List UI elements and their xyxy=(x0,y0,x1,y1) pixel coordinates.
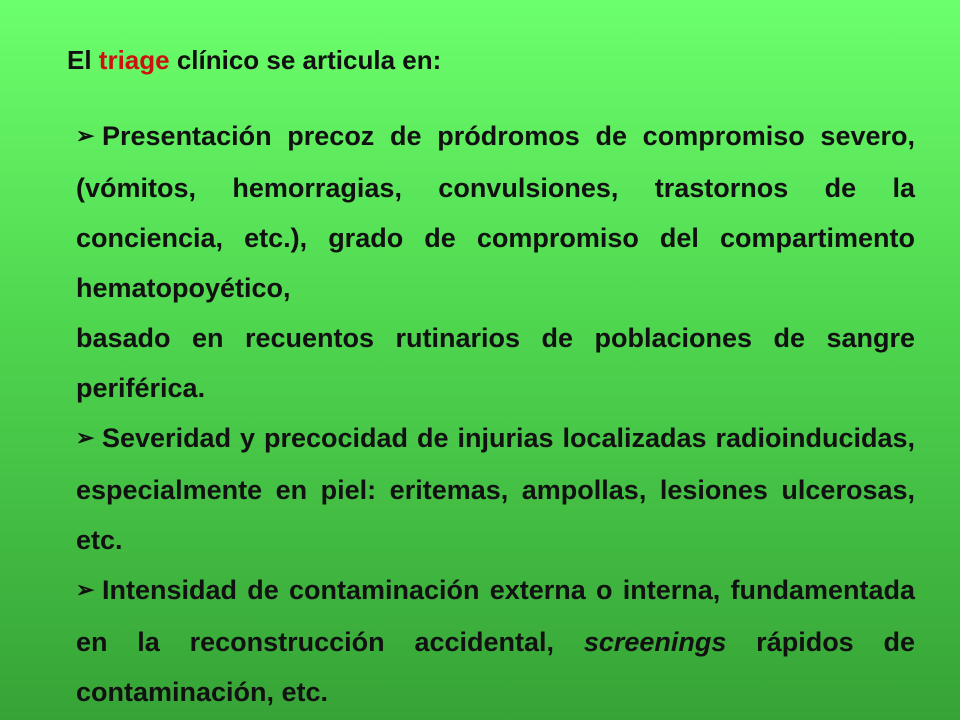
right-arrow-icon: ➢ xyxy=(76,123,95,148)
heading-suffix: clínico se articula en: xyxy=(169,45,442,75)
bullet-item-2 xyxy=(76,413,915,565)
bullet-item-3 xyxy=(76,565,915,717)
heading-prefix: El xyxy=(67,45,99,75)
bullet-item-3-italic-term: screenings xyxy=(583,627,727,657)
heading-accent-term: triage xyxy=(98,45,170,75)
bullet-item-1 xyxy=(76,111,915,313)
right-arrow-icon: ➢ xyxy=(76,577,95,602)
bullet-item-1-continuation xyxy=(76,313,915,413)
slide-heading xyxy=(67,42,441,78)
bullet-item-3-tail: rápidos de contaminación, etc. xyxy=(76,627,915,707)
right-arrow-icon: ➢ xyxy=(76,425,95,450)
bullet-list xyxy=(76,111,915,717)
bullet-item-1-text: Presentación precoz de pródromos de compromiso severo, (vómitos, hemorragias, convulsiones, trastornos de la conciencia, etc.), grado de compromiso del compartimento hematopoyético, xyxy=(76,121,915,303)
bullet-item-3-lead: Intensidad de contaminación externa o interna, fundamentada en la reconstrucción accidental, xyxy=(76,575,915,657)
bullet-item-1-continuation-text: basado en recuentos rutinarios de poblaciones de sangre periférica. xyxy=(76,323,915,403)
bullet-item-2-text: Severidad y precocidad de injurias localizadas radioinducidas, especialmente en piel: eritemas, ampollas, lesiones ulcerosas, etc. xyxy=(76,423,915,555)
